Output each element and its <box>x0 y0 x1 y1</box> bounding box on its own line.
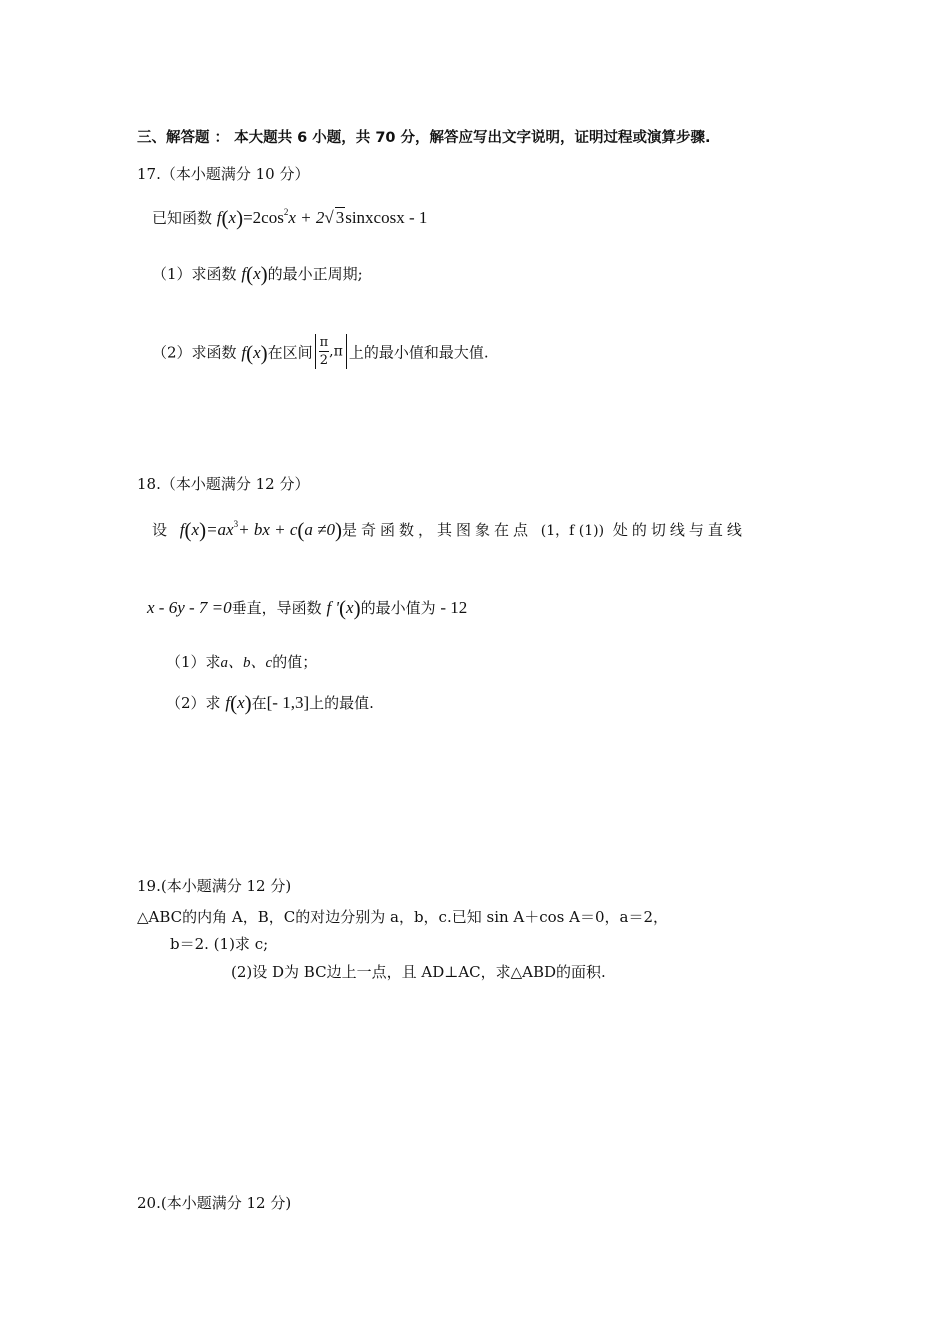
q20-number: 20.(本小题满分 12 分) <box>137 1194 292 1212</box>
q19-line3: (2)设 D为 BC边上一点，且 AD⊥AC，求△ABD的面积. <box>231 963 606 981</box>
q18-part1-suffix: 的值； <box>272 653 318 671</box>
q17-formula: $f(x)=2\cos^2x + 2√$ 3sinxcosx - 1 <box>216 206 428 230</box>
q17-sqrt: 3 <box>335 208 345 227</box>
q18-text-1: 是奇函数，其图象在点 <box>342 521 533 539</box>
q18-min-val: - 12 <box>440 598 468 617</box>
q18-part1 <box>166 652 317 673</box>
q17-x: x <box>228 208 237 227</box>
q17-rhs-1: =2cos <box>243 208 284 227</box>
section-header: 三、解答题 ： 本大题共 6 小题，共 70 分，解答应写出文字说明，证明过程或演算步骤. <box>137 130 711 146</box>
q18-formula: $f(x)=ax^3+$ bx + c(a ≠0) <box>179 518 342 542</box>
q18-part2-mid: 在 <box>251 694 267 712</box>
q19-line2: b＝2. (1)求 c; <box>170 935 269 953</box>
q18-interval: [- 1,3] <box>266 693 310 712</box>
q18-part1-prefix: （1）求 <box>166 653 221 671</box>
q17-part2-prefix: （2）求函数 <box>152 343 237 362</box>
q18-stem-line2 <box>147 598 467 618</box>
q17-prefix: 已知函数 <box>152 209 213 227</box>
q18-part2-fx: f(x) <box>225 691 252 715</box>
q18-text-4: 的最小值为 <box>360 599 436 617</box>
q17-rhs-2: x + 2 <box>288 208 325 227</box>
q18-text-3: 垂直，导函数 <box>231 599 322 617</box>
q17-part2-fx: f(x) <box>241 340 268 365</box>
q17-part1-suffix: 的最小正周期; <box>267 265 363 283</box>
q18-text-2: 处的切线与直线 <box>612 521 746 539</box>
q18-stem-line1 <box>152 514 746 541</box>
q17-number: 17.（本小题满分 10 分） <box>137 165 310 183</box>
q17-part1 <box>152 264 363 284</box>
q18-fprime: f '(x) <box>326 596 361 620</box>
q19-line1: △ABC的内角 A，B，C的对边分别为 a，b，c.已知 sin A＋cos A＝0，a＝2， <box>137 908 669 926</box>
q18-prefix: 设 <box>152 521 172 539</box>
q17-part2 <box>152 336 489 371</box>
q18-part2-prefix: （2）求 <box>166 694 221 712</box>
q17-interval: $\frac{\pi}{2}$ ,π <box>315 334 347 369</box>
q17-f: f <box>216 208 222 227</box>
q19-number: 19.(本小题满分 12 分) <box>137 877 292 895</box>
q18-part2-suffix: 上的最值. <box>309 694 374 712</box>
q18-part1-vars: a、b、c <box>220 655 273 671</box>
q17-part1-prefix: （1）求函数 <box>152 265 237 283</box>
q17-part2-suffix: 上的最小值和最大值. <box>348 343 489 362</box>
q17-part2-mid: 在区间 <box>267 343 313 362</box>
q17-rhs-3: sinxcosx - 1 <box>345 208 428 227</box>
q17-stem <box>152 202 427 228</box>
q18-point: (1，f (1)) <box>540 523 605 539</box>
q17-sup: 2 <box>283 207 289 217</box>
q17-part1-fx: f(x) <box>241 262 268 286</box>
q18-number: 18.（本小题满分 12 分） <box>137 475 310 493</box>
q18-part2 <box>166 693 374 713</box>
q18-line-eq: x - 6y - 7 =0 <box>147 598 232 617</box>
